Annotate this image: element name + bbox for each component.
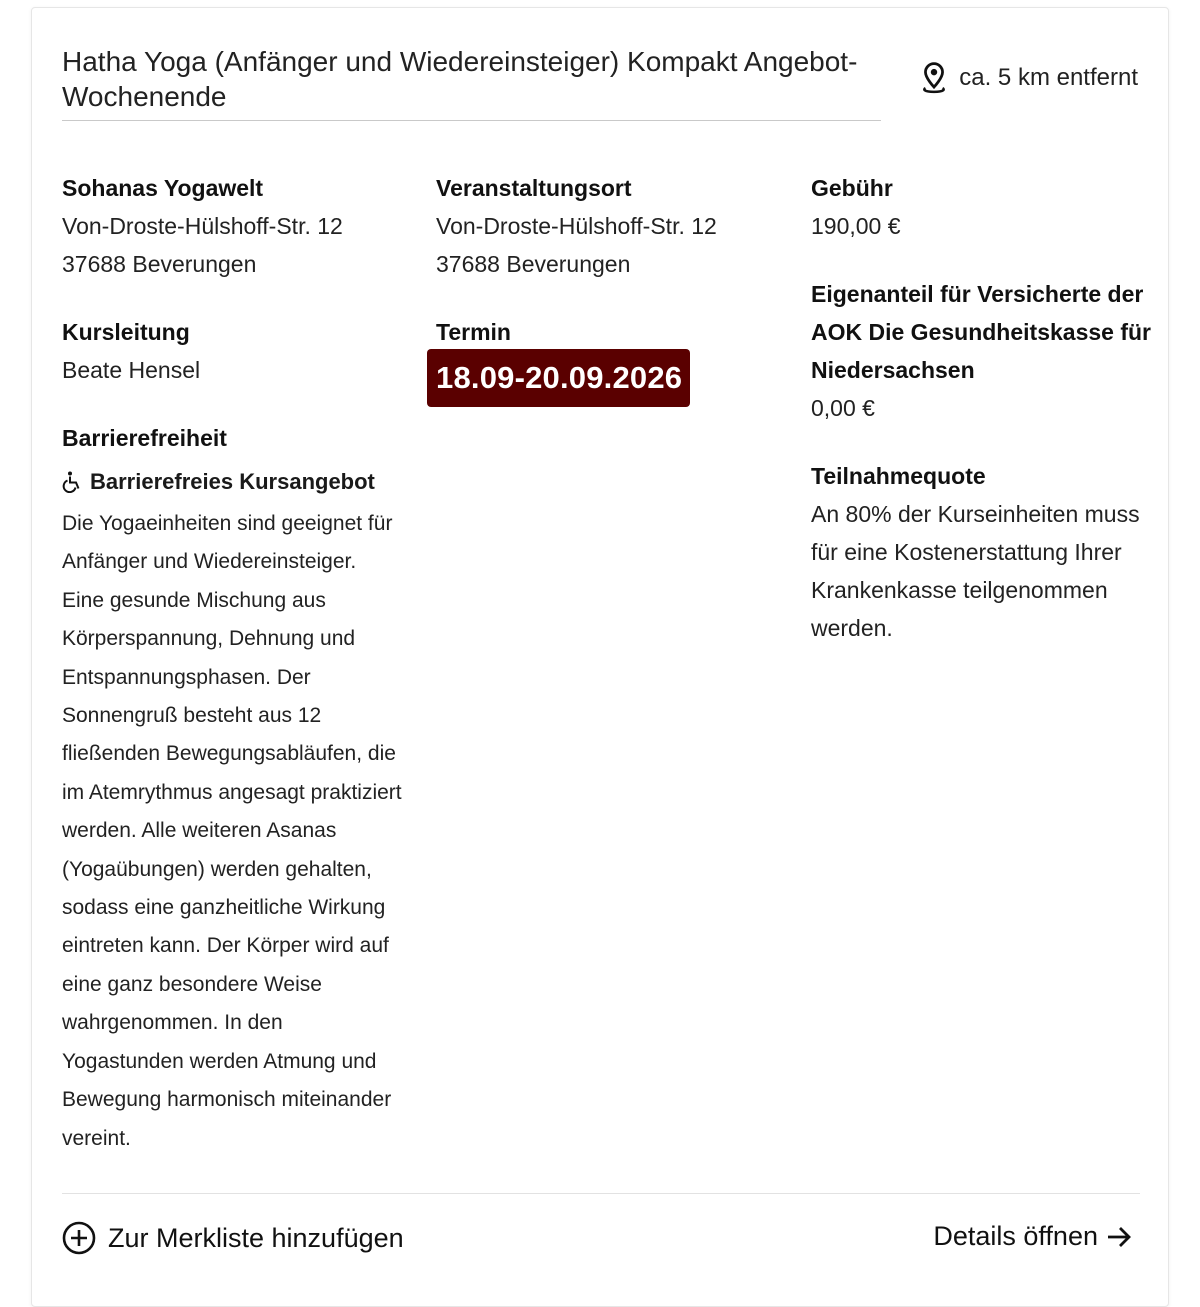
instructor-name: Beate Hensel [62,357,201,383]
date-label: Termin [436,319,511,345]
accessibility-tag-text: Barrierefreies Kursangebot [90,469,375,494]
fee-value: 190,00 € [811,213,901,239]
open-details-label: Details öffnen [933,1221,1098,1251]
add-to-watchlist-label: Zur Merkliste hinzufügen [108,1222,404,1253]
own-share-value: 0,00 € [811,395,875,421]
venue-label: Veranstaltungsort [436,175,632,201]
distance-text: ca. 5 km entfernt [959,64,1138,91]
accessibility-label: Barrierefreiheit [62,425,227,451]
quota-label: Teilnahmequote [811,463,986,489]
wheelchair-icon [62,471,82,493]
date-badge: 18.09-20.09.2026 [427,349,690,407]
instructor-label: Kursleitung [62,319,190,345]
column-provider [62,169,402,1158]
course-card [31,7,1169,1307]
accessibility-tag [62,463,402,501]
fee-label: Gebühr [811,175,893,201]
footer-divider [62,1193,1140,1194]
distance-indicator [921,62,1138,94]
provider-street: Von-Droste-Hülshoff-Str. 12 [62,213,343,239]
course-description: Die Yogaeinheiten sind geeignet für Anfänger und Wiedereinsteiger. Eine gesunde Mischung aus Körperspannung, Dehnung und Entspannungsphasen. Der Sonnengruß besteht aus 12 fließenden Bewegungsabläufen, die im Atemrythmus angesagt praktiziert werden. Alle weiteren Asanas (Yogaübungen) werden gehalten, sodass eine ganzheitliche Wirkung eintreten kann. Der Körper wird auf eine ganz besondere Weise wahrgenommen. In den Yogastunden werden Atmung und Bewegung harmonisch miteinander vereint. [62,512,402,1150]
arrow-right-icon [1104,1222,1134,1252]
add-to-watchlist-button[interactable] [62,1221,404,1255]
venue-city: 37688 Beverungen [436,251,631,277]
map-pin-icon [921,62,947,94]
course-title: Hatha Yoga (Anfänger und Wiedereinsteiger) Kompakt Angebot-Wochenende [62,46,858,112]
own-share-label: Eigenanteil für Versicherte der AOK Die Gesundheitskasse für Niedersachsen [811,281,1151,383]
provider-name: Sohanas Yogawelt [62,175,264,201]
title-divider [62,120,881,121]
open-details-button[interactable] [933,1221,1134,1252]
venue-street: Von-Droste-Hülshoff-Str. 12 [436,213,717,239]
column-venue [436,169,776,407]
provider-city: 37688 Beverungen [62,251,257,277]
column-fees [811,169,1151,647]
quota-text: An 80% der Kurseinheiten muss für eine Kostenerstattung Ihrer Krankenkasse teilgenommen werden. [811,501,1140,641]
plus-circle-icon [62,1221,96,1255]
